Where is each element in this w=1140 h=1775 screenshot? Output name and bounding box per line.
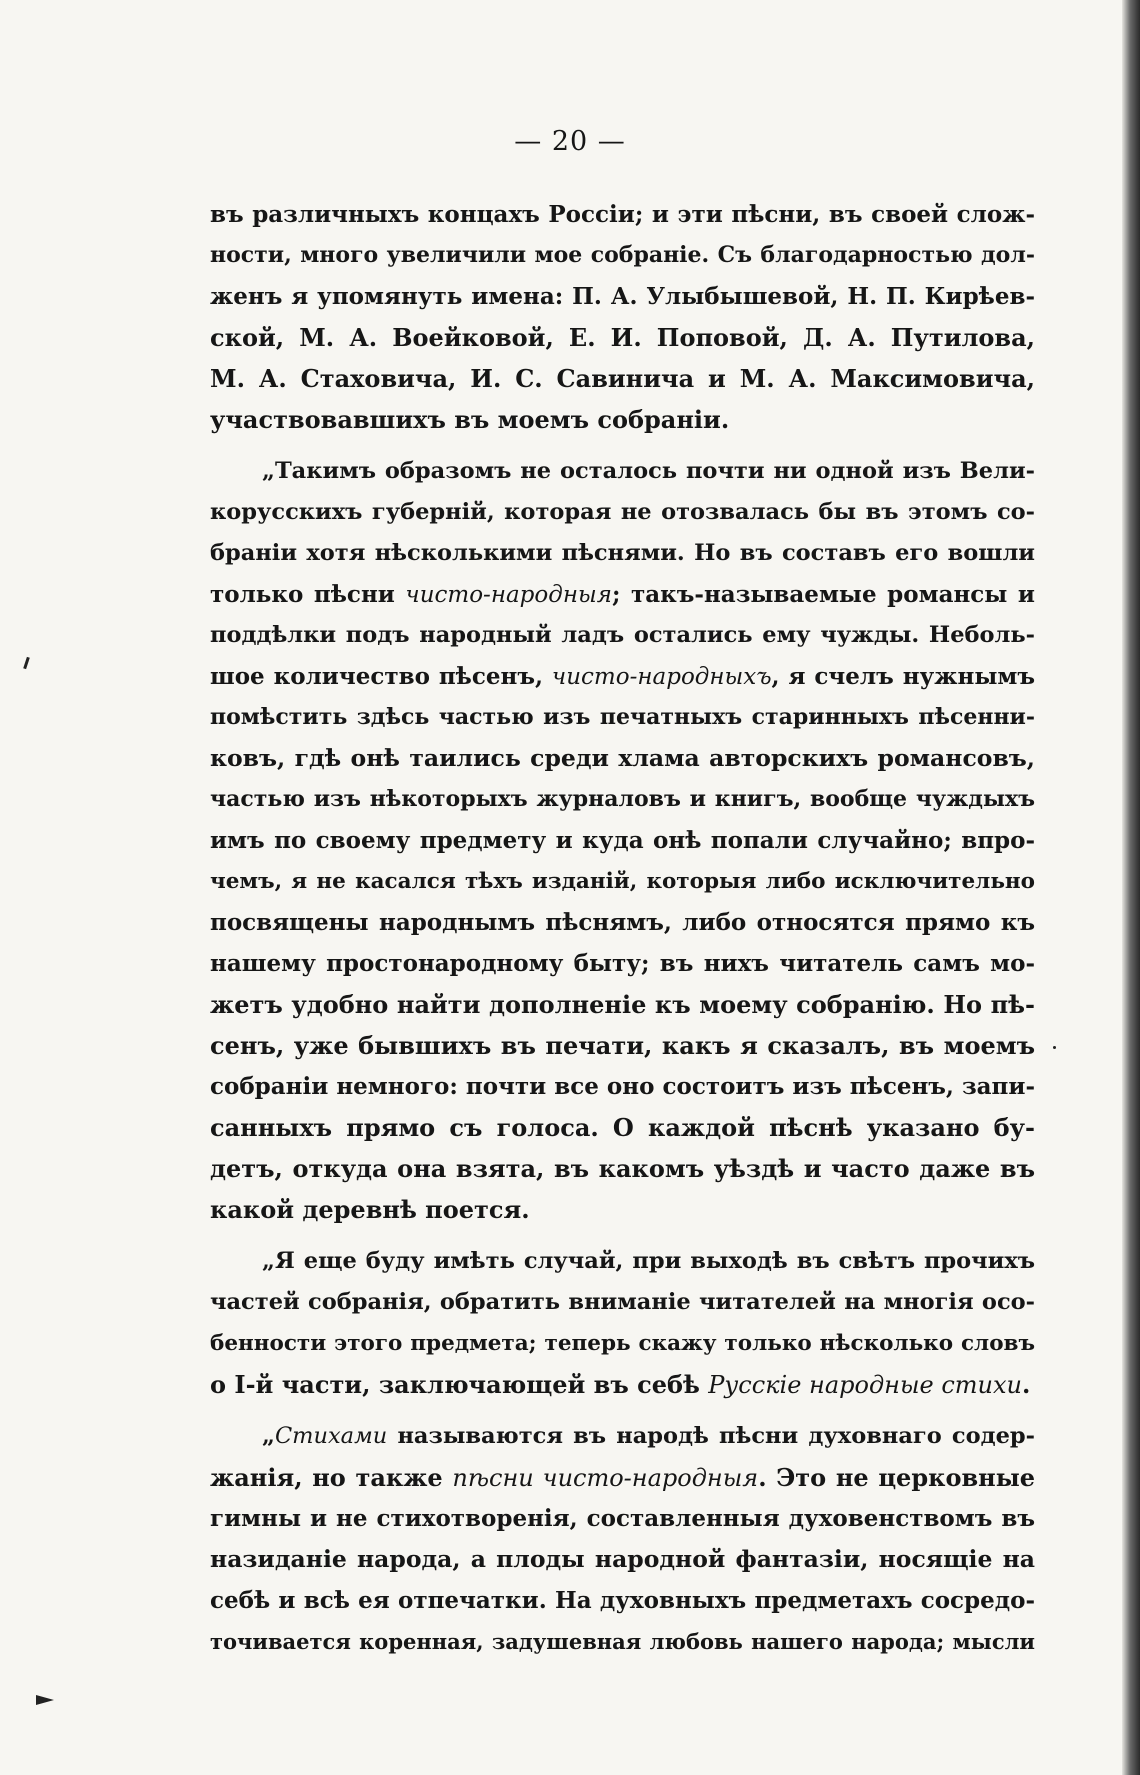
text-segment: какой деревнѣ поется. (210, 1195, 530, 1224)
text-segment: М. А. Стаховича, И. С. Савинича и М. А. Максимовича, (210, 364, 1035, 393)
text-segment: гимны и не стихотворенія, составленныя духовенствомъ въ (210, 1505, 1035, 1532)
text-segment: назиданіе народа, а плоды народной фантазіи, носящіе на (210, 1545, 1035, 1573)
text-line (210, 984, 1035, 1025)
italic-text: чисто-народныхъ (551, 664, 772, 690)
text-line (210, 820, 1035, 861)
text-line (210, 194, 1035, 235)
text-line (210, 451, 1035, 492)
text-segment: корусскихъ губерній, которая не отозвалась бы въ этомъ со- (210, 499, 1035, 525)
page-edge-shadow (1122, 0, 1140, 1775)
text-segment: шое количество пѣсенъ, (210, 663, 552, 690)
text-line (210, 1539, 1035, 1580)
text-segment: собраніи немного: почти все оно состоитъ изъ пѣсенъ, запи- (210, 1073, 1035, 1100)
text-line (210, 1580, 1035, 1621)
text-segment: нашему простонародному быту; въ нихъ читатель самъ мо- (210, 950, 1035, 977)
text-segment: детъ, откуда она взята, въ какомъ уѣздѣ и часто даже въ (210, 1154, 1035, 1183)
text-segment: помѣстить здѣсь частью изъ печатныхъ старинныхъ пѣсенни- (210, 704, 1035, 730)
text-segment: себѣ и всѣ ея отпечатки. На духовныхъ предметахъ сосредо- (210, 1587, 1035, 1614)
text-segment: „Я еще буду имѣть случай, при выходѣ въ свѣтъ прочихъ (262, 1248, 1035, 1274)
text-line (210, 1364, 1035, 1405)
text-line (210, 1457, 1035, 1498)
text-line (210, 1189, 1035, 1230)
text-line (210, 492, 1035, 533)
italic-text: Стихами (274, 1423, 388, 1449)
text-line (210, 656, 1035, 697)
text-line (210, 1025, 1035, 1066)
text-segment: только пѣсни (210, 581, 406, 608)
text-line (210, 697, 1035, 738)
text-segment: посвящены народнымъ пѣснямъ, либо относятся прямо къ (210, 909, 1035, 936)
text-line (210, 1148, 1035, 1189)
text-line (210, 358, 1035, 399)
text-segment: частью изъ нѣкоторыхъ журналовъ и книгъ, вообще чуждыхъ (210, 786, 1035, 812)
text-segment: , я счелъ нужнымъ (771, 663, 1035, 690)
text-segment: бенности этого предмета; теперь скажу только нѣсколько словъ (210, 1331, 1035, 1356)
text-line (210, 1241, 1035, 1282)
text-line (210, 317, 1035, 358)
italic-text: Русскіе народные стихи (708, 1371, 1023, 1399)
text-segment: называются въ народѣ пѣсни духовнаго содер- (387, 1423, 1035, 1449)
text-segment: ности, много увеличили мое собраніе. Съ благодарностью дол- (210, 242, 1035, 268)
text-line (210, 533, 1035, 574)
text-line (210, 1498, 1035, 1539)
text-segment: о I-й части, заключающей въ себѣ (210, 1370, 709, 1399)
text-segment: женъ я упомянуть имена: П. А. Улыбышевой, Н. П. Кирѣев- (210, 283, 1035, 310)
text-segment: „ (262, 1423, 275, 1449)
text-segment: частей собранія, обратить вниманіе читателей на многія осо- (210, 1289, 1035, 1315)
text-segment: . Это не церковные (758, 1463, 1036, 1492)
text-line (210, 615, 1035, 656)
text-segment: чемъ, я не касался тѣхъ изданій, которыя либо исключительно (210, 869, 1035, 894)
text-line (210, 235, 1035, 276)
text-segment: санныхъ прямо съ голоса. О каждой пѣснѣ указано бу- (210, 1113, 1035, 1142)
margin-tick-mark (23, 657, 30, 669)
text-segment: участвовавшихъ въ моемъ собраніи. (210, 405, 730, 434)
text-segment: жетъ удобно найти дополненіе къ моему собранію. Но пѣ- (210, 990, 1035, 1019)
text-segment: имъ по своему предмету и куда онѣ попали случайно; впро- (210, 827, 1035, 854)
text-segment: ской, М. А. Воейковой, Е. И. Поповой, Д. А. Путилова, (210, 323, 1035, 352)
text-line (210, 943, 1035, 984)
text-line (210, 902, 1035, 943)
margin-dot-mark (1053, 1046, 1056, 1049)
paragraph (210, 451, 1035, 1230)
text-segment: браніи хотя нѣсколькими пѣснями. Но въ составъ его вошли (210, 540, 1035, 566)
text-segment: ковъ, гдѣ онѣ таились среди хлама авторскихъ романсовъ, (210, 744, 1035, 772)
text-line (210, 1282, 1035, 1323)
text-line (210, 276, 1035, 317)
page-text-body (210, 194, 1035, 1673)
paragraph (210, 1416, 1035, 1662)
text-segment: ; такъ-называемые романсы и (611, 581, 1035, 608)
italic-text: чисто-народныя (405, 582, 612, 608)
margin-arrow-mark (36, 1695, 54, 1705)
text-line (210, 1066, 1035, 1107)
italic-text: пѣсни чисто-народныя (452, 1464, 759, 1492)
text-line (210, 1621, 1035, 1662)
text-line (210, 1323, 1035, 1364)
text-line (210, 779, 1035, 820)
paragraph (210, 1241, 1035, 1405)
text-segment: точивается коренная, задушевная любовь нашего народа; мысли (210, 1629, 1035, 1654)
text-line (210, 574, 1035, 615)
paragraph (210, 194, 1035, 440)
text-line (210, 738, 1035, 779)
text-line (210, 399, 1035, 440)
text-segment: въ различныхъ концахъ Россіи; и эти пѣсни, въ своей слож- (210, 201, 1035, 228)
text-segment: „Такимъ образомъ не осталось почти ни одной изъ Вели- (262, 458, 1035, 484)
text-segment: поддѣлки подъ народный ладъ остались ему чужды. Неболь- (210, 622, 1035, 648)
text-line (210, 1107, 1035, 1148)
page-number: — 20 — (514, 126, 626, 157)
text-line (210, 861, 1035, 902)
text-segment: сенъ, уже бывшихъ въ печати, какъ я сказалъ, въ моемъ (210, 1031, 1035, 1060)
text-segment: . (1022, 1370, 1031, 1399)
text-line (210, 1416, 1035, 1457)
text-segment: жанія, но также (210, 1463, 453, 1492)
